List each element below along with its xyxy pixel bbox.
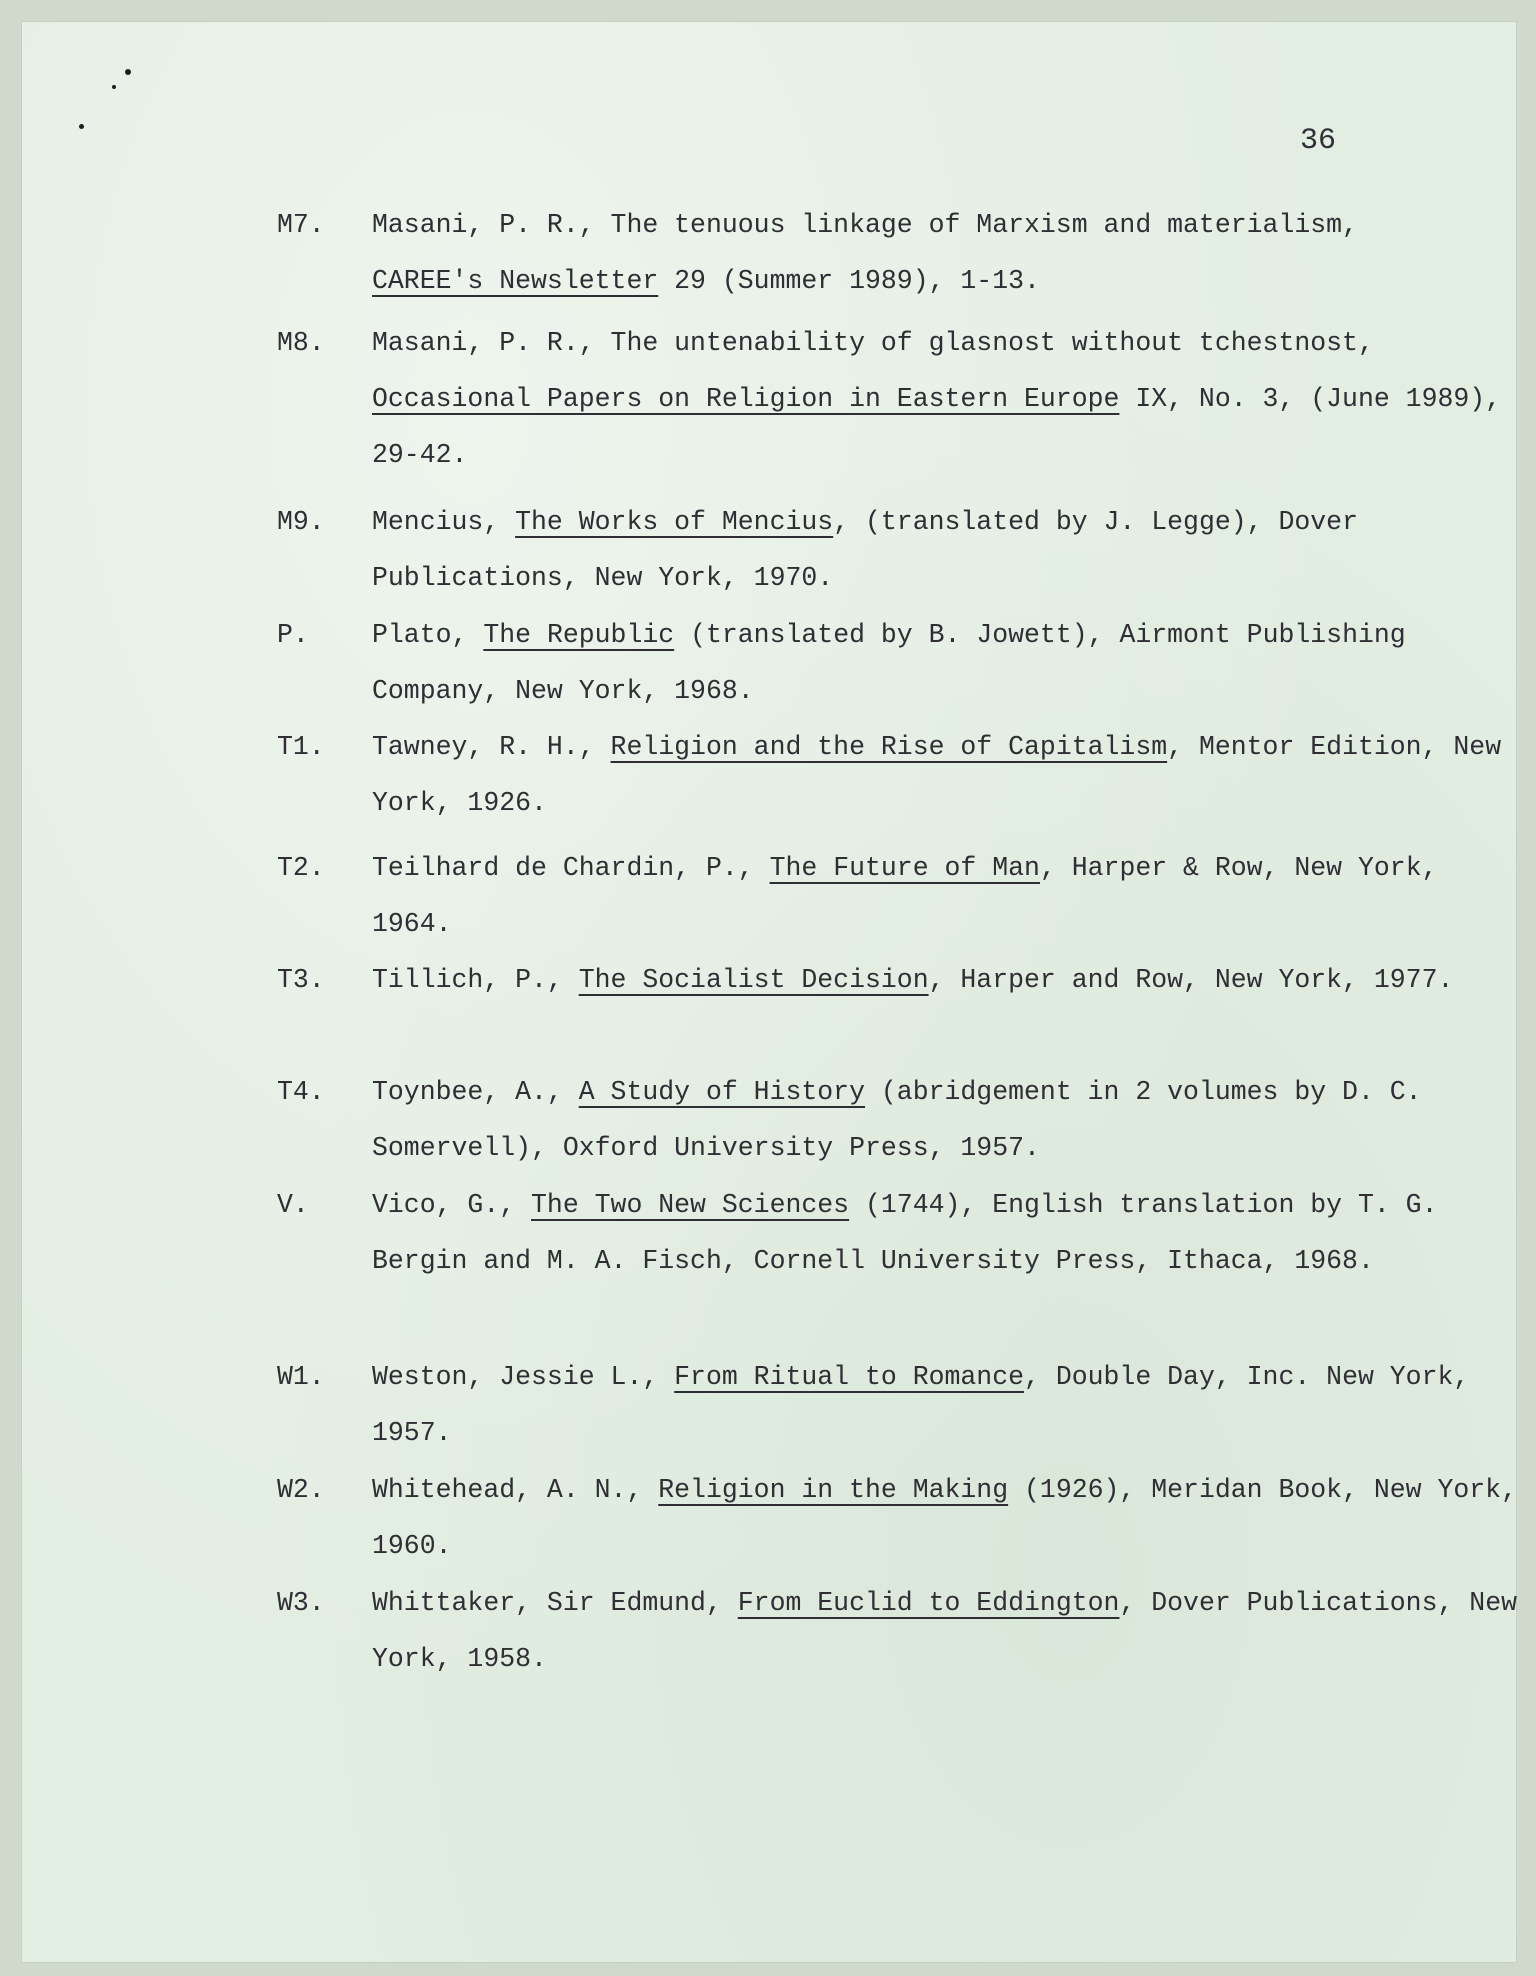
entry-author: Mencius, xyxy=(372,507,516,537)
entry-title: A Study of History xyxy=(578,1077,865,1107)
entry-title: Religion and the Rise of Capitalism xyxy=(610,732,1168,762)
entry-text xyxy=(372,315,1527,483)
bibliography-entry-w1 xyxy=(277,1349,1527,1461)
entry-publication: 29 (Summer 1989), 1-13. xyxy=(658,266,1040,296)
entry-author: Whittaker, Sir Edmund, xyxy=(372,1588,738,1618)
entry-key: M7. xyxy=(277,210,325,240)
entry-author: Masani, P. R., The untenability of glasnost without tchestnost, xyxy=(372,328,1374,358)
entry-author: Toynbee, A., xyxy=(372,1077,579,1107)
bibliography-entry-t2 xyxy=(277,840,1527,952)
entry-key: W1. xyxy=(277,1362,325,1392)
document-page xyxy=(22,22,1516,1962)
entry-text xyxy=(372,1575,1527,1687)
entry-publication: , (translated by J. Legge), Dover Publications, New York, 1970. xyxy=(372,507,1358,593)
ink-speck xyxy=(125,69,131,75)
entry-title: The Future of Man xyxy=(769,853,1040,883)
entry-author: Plato, xyxy=(372,620,484,650)
entry-publication: , Mentor Edition, New York, 1926. xyxy=(372,732,1502,818)
entry-text xyxy=(372,197,1527,309)
bibliography-entry-w3 xyxy=(277,1575,1527,1687)
entry-publication: , Harper and Row, New York, 1977. xyxy=(928,965,1454,995)
entry-text xyxy=(372,607,1527,719)
entry-text xyxy=(372,952,1527,1008)
entry-title: The Two New Sciences xyxy=(531,1190,850,1220)
entry-title: Occasional Papers on Religion in Eastern Europe xyxy=(372,384,1120,414)
entry-title: The Socialist Decision xyxy=(578,965,929,995)
entry-title: The Republic xyxy=(483,620,675,650)
entry-key: V. xyxy=(277,1190,309,1220)
entry-text xyxy=(372,719,1527,831)
ink-speck xyxy=(112,85,116,89)
entry-publication: (abridgement in 2 volumes by D. C. Somervell), Oxford University Press, 1957. xyxy=(372,1077,1422,1163)
entry-author: Masani, P. R., The tenuous linkage of Marxism and materialism, xyxy=(372,210,1358,240)
entry-title: From Ritual to Romance xyxy=(674,1362,1025,1392)
entry-text xyxy=(372,1462,1527,1574)
bibliography-entry-t3 xyxy=(277,952,1527,1008)
entry-publication: IX, No. 3, (June 1989), 29-42. xyxy=(372,384,1502,470)
bibliography-entry-t4 xyxy=(277,1064,1527,1176)
entry-text xyxy=(372,1064,1527,1176)
bibliography-entry-t1 xyxy=(277,719,1527,831)
entry-title: From Euclid to Eddington xyxy=(737,1588,1120,1618)
entry-text xyxy=(372,1177,1527,1289)
entry-author: Whitehead, A. N., xyxy=(372,1475,659,1505)
entry-publication: , Double Day, Inc. New York, 1957. xyxy=(372,1362,1470,1448)
bibliography-entry-p xyxy=(277,607,1527,719)
entry-author: Vico, G., xyxy=(372,1190,532,1220)
entry-publication: (1744), English translation by T. G. Bergin and M. A. Fisch, Cornell University Press, Ithaca, 1968. xyxy=(372,1190,1438,1276)
entry-key: T4. xyxy=(277,1077,325,1107)
entry-author: Weston, Jessie L., xyxy=(372,1362,675,1392)
bibliography-entry-m8 xyxy=(277,315,1527,483)
entry-key: M9. xyxy=(277,507,325,537)
entry-key: W2. xyxy=(277,1475,325,1505)
entry-publication: (1926), Meridan Book, New York, 1960. xyxy=(372,1475,1517,1561)
entry-title: CAREE's Newsletter xyxy=(372,266,659,296)
bibliography-entry-m9 xyxy=(277,494,1527,606)
bibliography-entry-v xyxy=(277,1177,1527,1289)
entry-key: W3. xyxy=(277,1588,325,1618)
entry-publication: (translated by B. Jowett), Airmont Publishing Company, New York, 1968. xyxy=(372,620,1406,706)
entry-key: M8. xyxy=(277,328,325,358)
entry-publication: , Dover Publications, New York, 1958. xyxy=(372,1588,1518,1674)
entry-text xyxy=(372,1349,1527,1461)
entry-key: T3. xyxy=(277,965,325,995)
entry-key: T2. xyxy=(277,853,325,883)
page-number: 36 xyxy=(1300,124,1337,158)
entry-title: The Works of Mencius xyxy=(515,507,834,537)
entry-publication: , Harper & Row, New York, 1964. xyxy=(372,853,1438,939)
entry-author: Teilhard de Chardin, P., xyxy=(372,853,770,883)
ink-speck xyxy=(79,124,84,129)
entry-key: T1. xyxy=(277,732,325,762)
bibliography-entry-w2 xyxy=(277,1462,1527,1574)
bibliography-entry-m7 xyxy=(277,197,1527,309)
entry-text xyxy=(372,840,1527,952)
entry-key: P. xyxy=(277,620,309,650)
entry-author: Tawney, R. H., xyxy=(372,732,611,762)
entry-author: Tillich, P., xyxy=(372,965,579,995)
entry-text xyxy=(372,494,1527,606)
entry-title: Religion in the Making xyxy=(658,1475,1009,1505)
